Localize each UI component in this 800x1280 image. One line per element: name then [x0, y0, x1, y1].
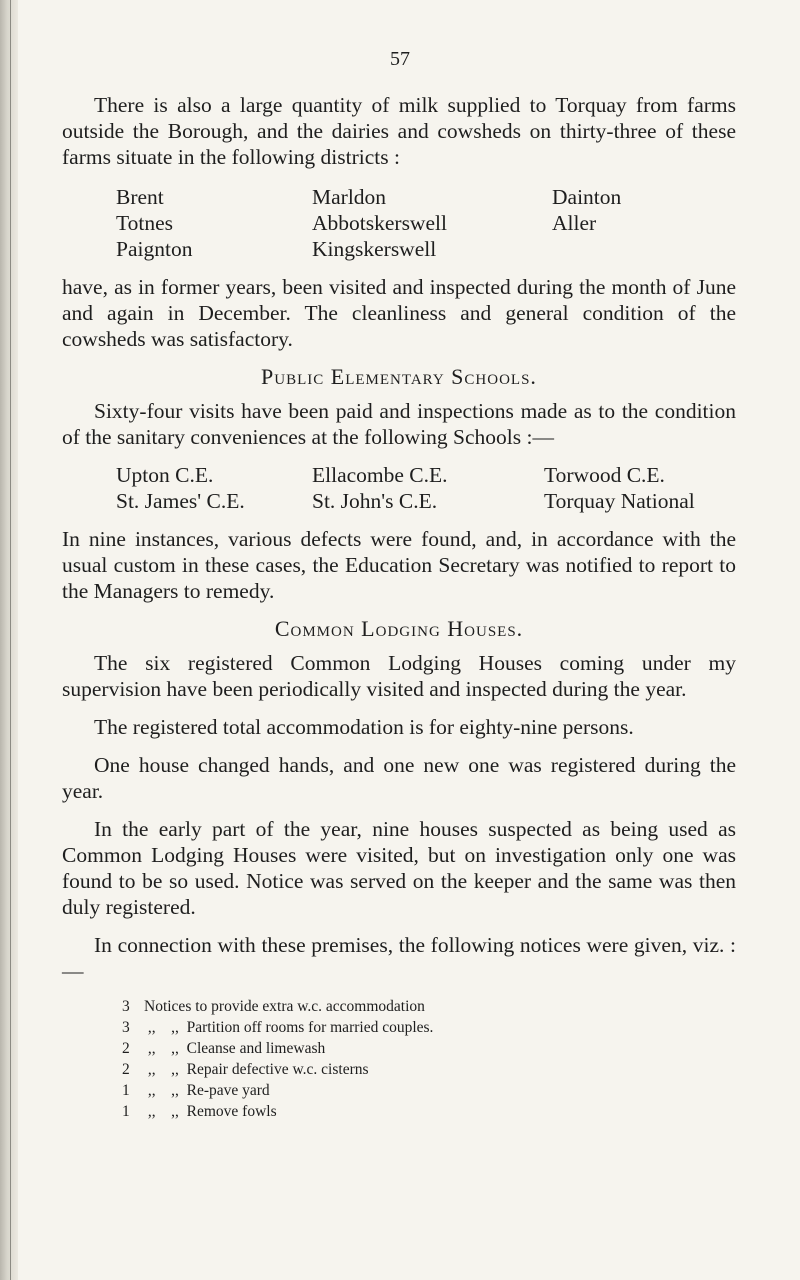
district-item [552, 236, 752, 262]
heading-public-elementary-schools: Public Elementary Schools. [261, 364, 537, 389]
notice-text: Notices to provide extra w.c. accommodation [144, 998, 425, 1015]
notice-text: ,, ,, Cleanse and limewash [144, 1040, 326, 1057]
notice-text: ,, ,, Re-pave yard [144, 1082, 270, 1099]
school-item: Upton C.E. [116, 463, 214, 487]
milk-supply-paragraph: There is also a large quantity of milk supplied to Torquay from farms outside the Borough, and the dairies and cowsheds on thirty-three of these farms situate in the following districts : [62, 93, 736, 169]
notice-count: 2 [122, 1040, 130, 1057]
notice-count: 3 [122, 1019, 130, 1036]
binding-line [10, 0, 11, 1280]
notice-row [122, 996, 736, 1017]
notice-row [122, 1059, 736, 1080]
notice-row [122, 1080, 736, 1101]
heading-common-lodging-houses: Common Lodging Houses. [274, 616, 524, 641]
district-item: Marldon [312, 185, 387, 209]
schools-intro-paragraph: Sixty-four visits have been paid and inspections made as to the condition of the sanitary conveniences at the following Schools :— [62, 399, 736, 449]
notice-count: 3 [122, 998, 130, 1015]
district-item: Totnes [116, 211, 174, 235]
district-item: Kingskerswell [312, 237, 437, 261]
lodging-paragraph: In connection with these premises, the following notices were given, viz. :— [62, 933, 736, 983]
district-item: Aller [552, 211, 597, 235]
district-item: Dainton [552, 185, 622, 209]
notice-text: ,, ,, Remove fowls [144, 1103, 277, 1120]
page-content [62, 92, 736, 1122]
school-item: Ellacombe C.E. [312, 463, 448, 487]
cowsheds-paragraph: have, as in former years, been visited and inspected during the month of June and again in December. The cleanliness and general condition of the cowsheds was satisfactory. [62, 275, 736, 351]
lodging-paragraph: The six registered Common Lodging Houses coming under my supervision have been periodically visited and inspected during the year. [62, 651, 736, 701]
district-item: Abbotskerswell [312, 211, 447, 235]
districts-list [116, 184, 736, 262]
notice-count: 2 [122, 1061, 130, 1078]
notice-row [122, 1017, 736, 1038]
school-item: Torwood C.E. [544, 463, 665, 487]
notice-row [122, 1101, 736, 1122]
lodging-paragraph: The registered total accommodation is for eighty-nine persons. [94, 715, 634, 739]
district-item: Brent [116, 185, 164, 209]
school-item: St. James' C.E. [116, 489, 245, 513]
schools-list [116, 462, 736, 514]
school-item: St. John's C.E. [312, 489, 438, 513]
lodging-paragraph: One house changed hands, and one new one was registered during the year. [62, 753, 736, 803]
notice-count: 1 [122, 1103, 130, 1120]
defects-paragraph: In nine instances, various defects were found, and, in accordance with the usual custom in these cases, the Education Secretary was notified to report to the Managers to remedy. [62, 527, 736, 603]
notice-count: 1 [122, 1082, 130, 1099]
school-item: Torquay National [544, 489, 695, 513]
notice-text: ,, ,, Partition off rooms for married couples. [144, 1019, 434, 1036]
page-binding-edge [0, 0, 18, 1280]
notice-row [122, 1038, 736, 1059]
page-number: 57 [390, 48, 410, 70]
notice-text: ,, ,, Repair defective w.c. cisterns [144, 1061, 369, 1078]
district-item: Paignton [116, 237, 193, 261]
lodging-paragraph: In the early part of the year, nine houses suspected as being used as Common Lodging Houses were visited, but on investigation only one was found to be so used. Notice was served on the keeper and the same was then duly registered. [62, 817, 736, 919]
notices-list [122, 996, 736, 1122]
